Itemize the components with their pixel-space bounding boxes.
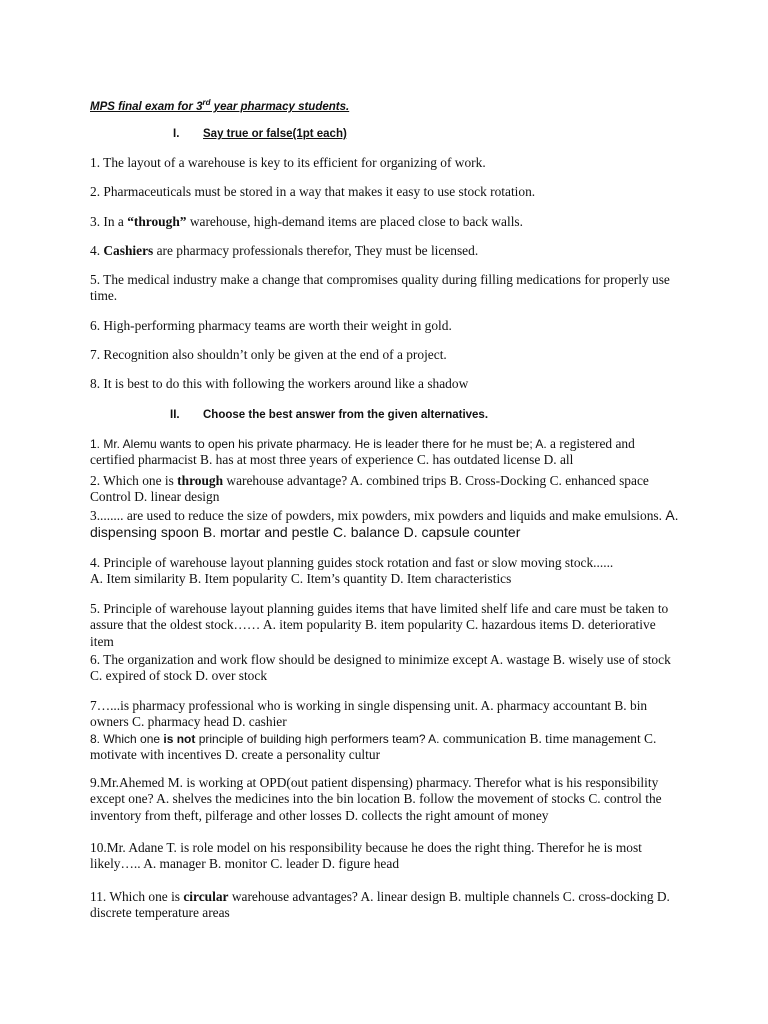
tf-question-3: 3. In a “through” warehouse, high-demand items are placed close to back walls. (90, 214, 523, 229)
mc-question-9: 9.Mr.Ahemed M. is working at OPD(out patient dispensing) pharmacy. Therefor what is his responsibility except one? A. shelves the medicines into the bin location B. follow the movement of stocks C. control the inventory from theft, pilferage and other losses D. collects the right amount of money (90, 775, 662, 823)
tf-question-5: 5. The medical industry make a change that compromises quality during filling medications for properly use time. (90, 272, 670, 304)
mc-question-4: 4. Principle of warehouse layout planning guides stock rotation and fast or slow moving stock...... A. Item similarity B. Item popularity C. Item’s quantity D. Item characteristics (90, 555, 614, 587)
tf-question-8: 8. It is best to do this with following the workers around like a shadow (90, 376, 469, 391)
mc-question-1: 1. Mr. Alemu wants to open his private pharmacy. He is leader there for he must be; A. a registered and certified pharmacist B. has at most three years of experience C. has outdated license D. all (90, 436, 635, 468)
exam-page: MPS final exam for 3rd year pharmacy students. I. Say true or false(1pt each) 1. The layout of a warehouse is key to its efficient for organizing of work. 2. Pharmaceuticals must be stored in a way that makes it easy to use stock rotation. 3. In a “through” warehouse, high-demand items are placed close to back walls. 4. Cashiers are pharmacy professionals therefor, They must be licensed. 5. The medical industry make a change that compromises quality during filling medications for properly use time. 6. High-performing pharmacy teams are worth their weight in gold. 7. Recognition also shouldn’t only be given at the end of a project. 8. It is best to do this with following the workers around like a shadow II. Choose the best answer from the given alternatives. 1. Mr. Alemu wants to open his private pharmacy. He is leader there for he must be; A. a registered and certified pharmacist B. has at most three years of experience C. has outdated license D. all 2. Which one is through warehouse advantage? A. combined trips B. Cross-Docking C. enhanced space Control D. linear design 3........ are used to reduce the size of powders, mix powders, mix powders and liquids and make emulsions. A. dispensing spoon B. mortar and pestle C. balance D. capsule counter 4. Principle of warehouse layout planning guides stock rotation and fast or slow moving stock...... A. Item similarity B. Item popularity C. Item’s quantity D. Item characteristics 5. Principle of warehouse layout planning guides items that have limited shelf life and care must be taken to assure that the oldest stock…… A. item popularity B. item popularity C. hazardous items D. deteriorative item 6. The organization and work flow should be designed to minimize except A. wastage B. wisely use of stock C. expired of stock D. over stock 7…...is pharmacy professional who is working in single dispensing unit. A. pharmacy accountant B. bin owners C. pharmacy head D. cashier 8. Which one is not principle of building high performers team? A. communication B. time management C. motivate with incentives D. create a personality cultur 9.Mr.Ahemed M. is working at OPD(out patient dispensing) pharmacy. Therefor what is his responsibility except one? A. shelves the medicines into the bin location B. follow the movement of stocks C. control the inventory from theft, pilferage and other losses D. collects the right amount of money 10.Mr. Adane T. is role model on his responsibility because he does the right thing. Therefor he is most likely….. A. manager B. monitor C. leader D. figure head 11. Which one is circular warehouse advantages? A. linear design B. multiple channels C. cross-docking D. discrete temperature areas (0, 0, 768, 1024)
mc-question-6: 6. The organization and work flow should be designed to minimize except A. wastage B. wisely use of stock C. expired of stock D. over stock (90, 652, 671, 684)
tf-question-1: 1. The layout of a warehouse is key to its efficient for organizing of work. (90, 155, 486, 170)
tf-question-4: 4. Cashiers are pharmacy professionals therefor, They must be licensed. (90, 243, 479, 258)
mc-question-3: 3........ are used to reduce the size of powders, mix powders, mix powders and liquids and make emulsions. A. dispensing spoon B. mortar and pestle C. balance D. capsule counter (90, 507, 679, 541)
mc-question-7: 7…...is pharmacy professional who is working in single dispensing unit. A. pharmacy accountant B. bin owners C. pharmacy head D. cashier (90, 698, 648, 730)
mc-question-10: 10.Mr. Adane T. is role model on his responsibility because he does the right thing. Therefor he is most likely….. A. manager B. monitor C. leader D. figure head (90, 840, 642, 872)
mc-question-8: 8. Which one is not principle of building high performers team? A. communication B. time management C. motivate with incentives D. create a personality cultur (90, 731, 657, 763)
exam-title: MPS final exam for 3rd year pharmacy students. (90, 98, 350, 113)
mc-question-11: 11. Which one is circular warehouse advantages? A. linear design B. multiple channels C. cross-docking D. discrete temperature areas (90, 889, 670, 921)
tf-question-6: 6. High-performing pharmacy teams are worth their weight in gold. (90, 318, 452, 333)
tf-question-7: 7. Recognition also shouldn’t only be given at the end of a project. (90, 347, 447, 362)
mc-question-5: 5. Principle of warehouse layout planning guides items that have limited shelf life and care must be taken to assure that the oldest stock…… A. item popularity B. item popularity C. hazardous items D. deteriorative item (90, 601, 669, 649)
mc-question-2: 2. Which one is through warehouse advantage? A. combined trips B. Cross-Docking C. enhanced space Control D. linear design (90, 473, 649, 505)
tf-question-2: 2. Pharmaceuticals must be stored in a way that makes it easy to use stock rotation. (90, 184, 536, 199)
